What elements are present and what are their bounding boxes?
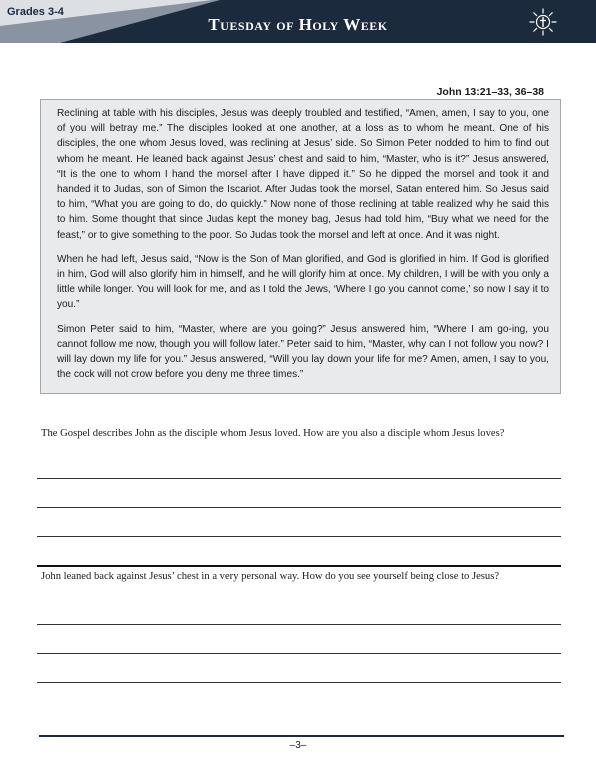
- answer-line[interactable]: [37, 624, 561, 625]
- reading-paragraph: Reclining at table with his disciples, Jesus was deeply troubled and testified, “Amen, amen, I say to you, one of you will betray me.” The disciples looked at one another, at a loss as to whom he meant. One of his disciples, the one whom Jesus loved, was reclining at Jesus’ side. So Simon Peter nodded to him to find out whom he meant. He leaned back against Jesus’ chest and said to him, “Master, who is it?” Jesus answered, “It is the one to whom I hand the morsel after I have dipped it.” So he dipped the morsel and took it and handed it to Judas, son of Simon the Iscariot. After Judas took the morsel, Satan entered him. So Jesus said to him, “What you are going to do, do quickly.” Now none of those reclining at table realized why he said this to him. Some thought that since Judas kept the money bag, Jesus had told him, “Buy what we need for the feast,” or to give something to the poor. So Judas took the morsel and left at once. And it was night.: [57, 108, 549, 241]
- reading-paragraph: Simon Peter said to him, “Master, where are you going?” Jesus answered him, “Where I am go-ing, you cannot follow me now, though you will follow later.” Peter said to him, “Master, why can I not follow you now? I will lay down my life for you.” Jesus answered, “Will you lay down your life for me? Amen, amen, I say to you, the cock will not crow before you deny me three times.”: [57, 323, 549, 381]
- cross-sunburst-icon: [528, 7, 558, 37]
- gospel-reading-box: [40, 99, 561, 394]
- answer-line[interactable]: [37, 536, 561, 537]
- answer-line[interactable]: [37, 682, 561, 683]
- question-2-text: John leaned back against Jesus’ chest in a very personal way. How do you see yourself being close to Jesus?: [41, 571, 500, 582]
- answer-line[interactable]: [37, 653, 561, 654]
- grade-label: Grades 3-4: [7, 6, 64, 18]
- page-number: –3–: [289, 740, 307, 751]
- answer-line[interactable]: [37, 478, 561, 479]
- page-header: [0, 0, 596, 43]
- footer-rule: [39, 735, 564, 737]
- reading-paragraph: When he had left, Jesus said, “Now is the Son of Man glorified, and God is glorified in him. If God is glorified in him, God will also glorify him in himself, and he will glorify him at once. My children, I will be with you only a little while longer. You will look for me, and as I told the Jews, ‘Where I go you cannot come,’ so now I say it to you.”: [57, 253, 549, 311]
- answer-line[interactable]: [37, 507, 561, 508]
- section-divider: [37, 565, 561, 567]
- scripture-citation: John 13:21–33, 36–38: [436, 86, 544, 98]
- question-1-text: The Gospel describes John as the disciple whom Jesus loved. How are you also a disciple whom Jesus loves?: [41, 428, 505, 439]
- page-title: Tuesday of Holy Week: [208, 15, 388, 34]
